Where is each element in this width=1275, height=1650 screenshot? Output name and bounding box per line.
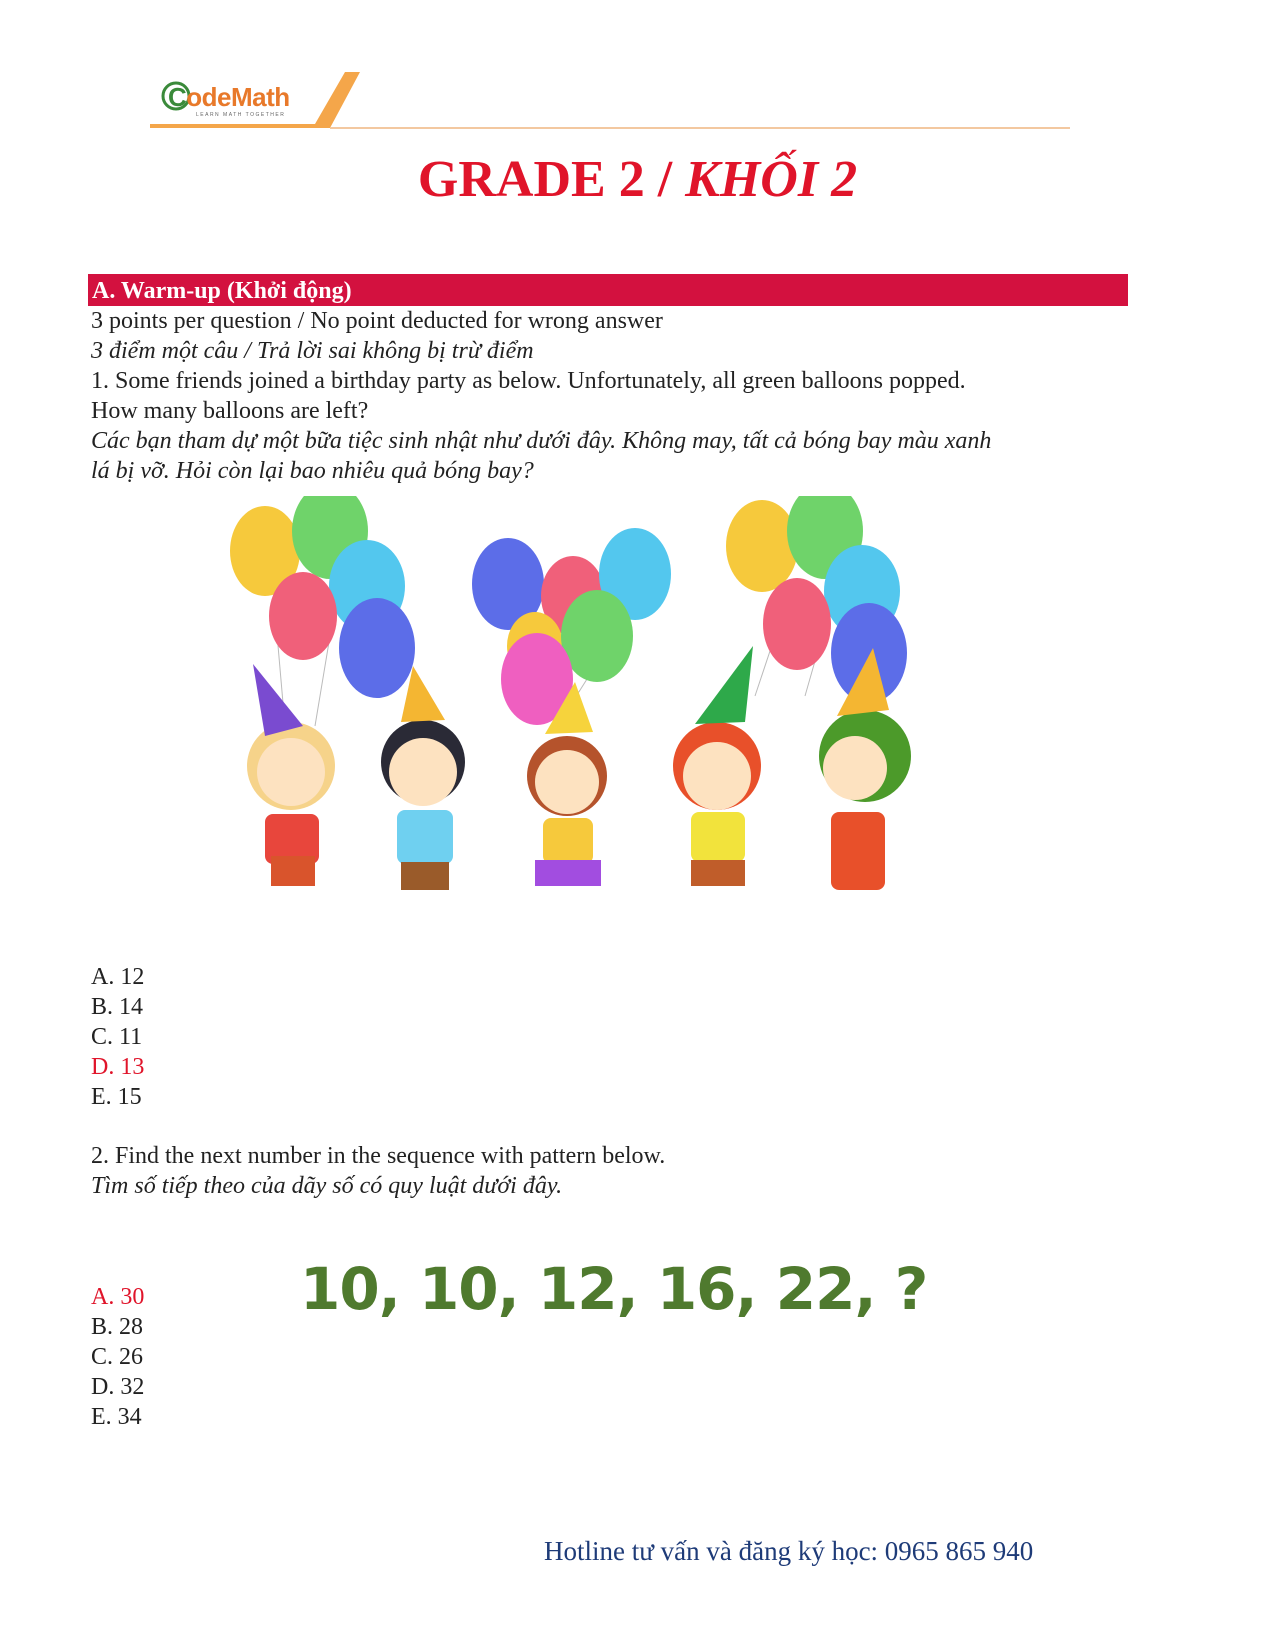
- q2-text-vi: Tìm số tiếp theo của dãy số có quy luật dưới đây.: [91, 1173, 563, 1199]
- page-header: [150, 70, 1130, 140]
- q2-option-d: D. 32: [91, 1374, 145, 1400]
- q1-option-b: B. 14: [91, 994, 144, 1020]
- header-decoration: [150, 70, 1130, 140]
- sequence-text: 10, 10, 12, 16, 22, ?: [300, 1255, 928, 1323]
- logo: CodeMath: [168, 82, 290, 112]
- q2-option-a-correct: A. 30: [91, 1284, 145, 1310]
- hotline-footer: Hotline tư vấn và đăng ký học: 0965 865 940: [544, 1536, 1034, 1566]
- q1-text-en-2: How many balloons are left?: [91, 398, 369, 424]
- q2-text-en: 2. Find the next number in the sequence with pattern below.: [91, 1143, 666, 1169]
- q2-option-c: C. 26: [91, 1344, 144, 1370]
- birthday-party-illustration: [225, 496, 995, 986]
- q2-option-b: B. 28: [91, 1314, 144, 1340]
- q1-option-a: A. 12: [91, 964, 145, 990]
- q1-option-e: E. 15: [91, 1084, 142, 1110]
- section-header: A. Warm-up (Khởi động): [88, 274, 1128, 306]
- rules-vi: 3 điểm một câu / Trả lời sai không bị trừ điểm: [91, 338, 534, 364]
- q1-text-en-1: 1. Some friends joined a birthday party as below. Unfortunately, all green balloons popped.: [91, 368, 966, 394]
- page-title: GRADE 2 / KHỐI 2: [417, 151, 858, 208]
- q2-option-e: E. 34: [91, 1404, 142, 1430]
- rules-en: 3 points per question / No point deducted for wrong answer: [91, 308, 663, 334]
- sequence-display: [300, 1255, 928, 1335]
- q1-option-d-correct: D. 13: [91, 1054, 145, 1080]
- logo-tagline: LEARN MATH TOGETHER: [196, 112, 286, 118]
- q1-text-vi-2: lá bị vỡ. Hỏi còn lại bao nhiêu quả bóng bay?: [91, 458, 534, 484]
- q1-option-c: C. 11: [91, 1024, 143, 1050]
- q1-text-vi-1: Các bạn tham dự một bữa tiệc sinh nhật như dưới đây. Không may, tất cả bóng bay màu xanh: [91, 428, 992, 454]
